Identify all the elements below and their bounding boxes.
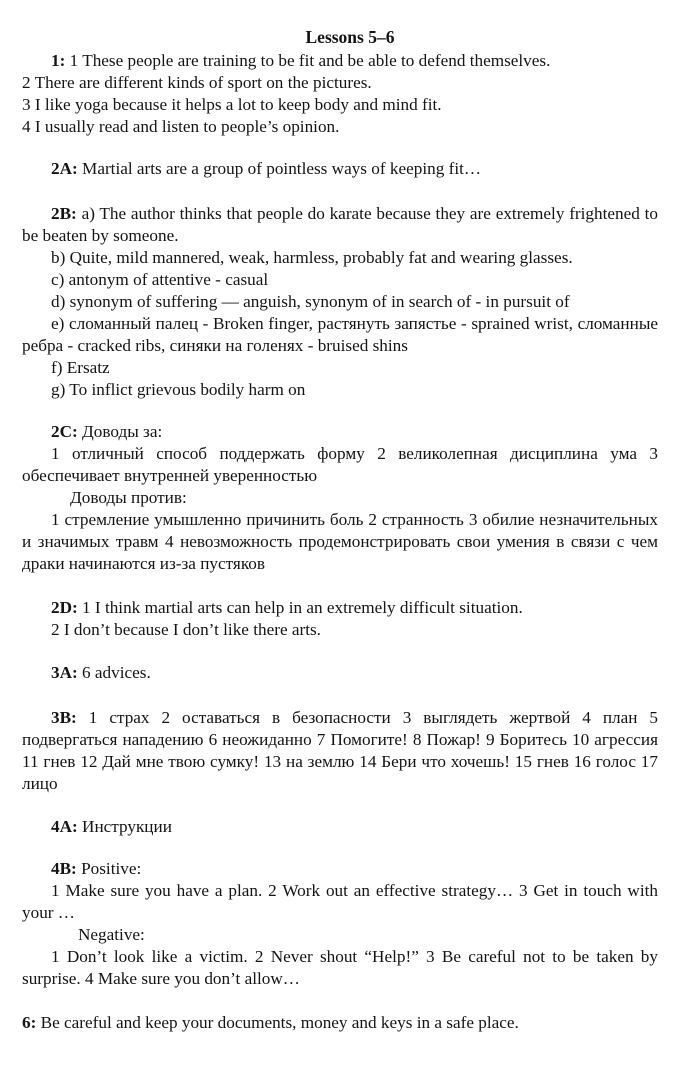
section-2d-label: 2D: bbox=[51, 598, 78, 617]
section-2a-label: 2A: bbox=[51, 159, 78, 178]
section-3b-text: 3B: 1 страх 2 оставаться в безопасности 3 выглядеть жертвой 4 план 5 подвергаться нападению 6 неожиданно 7 Помогите! 8 Пожар! 9 Боритесь 10 агрессия 11 гнев 12 Дай мне твою сумку! 13 на землю 14 Бери что хочешь! 15 гнев 16 голос 17 лицо bbox=[22, 708, 659, 793]
section-2c bbox=[22, 421, 658, 575]
section-2c-pro-text: 1 отличный способ поддержать форму 2 великолепная дисциплина ума 3 обеспечивает внутренней уверенностью bbox=[22, 444, 658, 485]
section-2b-item-e: e) сломанный палец - Broken finger, растянуть запястье - sprained wrist, сломанные ребра - cracked ribs, синяки на голенях - bruised shins bbox=[22, 314, 658, 355]
section-1-line-3: 3 I like yoga because it helps a lot to keep body and mind fit. bbox=[22, 95, 442, 114]
section-4b-label: 4B: bbox=[51, 859, 77, 878]
section-2d bbox=[22, 597, 658, 641]
section-1-line-1: 1: 1 These people are training to be fit and be able to defend themselves. bbox=[51, 51, 551, 70]
section-2b-item-b: b) Quite, mild mannered, weak, harmless, probably fat and wearing glasses. bbox=[51, 248, 573, 267]
section-4b-pos-text: 1 Make sure you have a plan. 2 Work out an effective strategy… 3 Get in touch with your … bbox=[22, 881, 658, 922]
section-4b-pos-heading: 4B: Positive: bbox=[51, 859, 142, 878]
section-3a bbox=[22, 662, 658, 684]
section-2b-item-d: d) synonym of suffering — anguish, synonym of in search of - in pursuit of bbox=[51, 292, 570, 311]
section-3a-label: 3A: bbox=[51, 663, 78, 682]
section-2b-item-a: 2B: a) The author thinks that people do karate because they are extremely frightened to be beaten by someone. bbox=[22, 204, 659, 245]
section-3b-label: 3B: bbox=[51, 708, 77, 727]
section-1-line-4: 4 I usually read and listen to people’s opinion. bbox=[22, 117, 340, 136]
section-2c-con-text: 1 стремление умышленно причинить боль 2 странность 3 обилие незначительных и значимых травм 4 невозможность продемонстрировать свои умения в связи с чем драки начинаются из-за пустяков bbox=[22, 510, 658, 573]
page-title: Lessons 5–6 bbox=[305, 27, 395, 47]
section-4b-neg-text: 1 Don’t look like a victim. 2 Never shout “Help!” 3 Be careful not to be taken by surprise. 4 Make sure you don’t allow… bbox=[22, 947, 658, 988]
section-4a-line: 4A: Инструкции bbox=[51, 817, 172, 836]
section-2d-line-2: 2 I don’t because I don’t like there arts. bbox=[51, 620, 321, 639]
section-2a bbox=[22, 158, 658, 180]
section-2b-label: 2B: bbox=[51, 204, 77, 223]
section-1 bbox=[22, 50, 658, 138]
section-2c-label: 2C: bbox=[51, 422, 78, 441]
section-1-line-2: 2 There are different kinds of sport on the pictures. bbox=[22, 73, 372, 92]
section-6 bbox=[22, 1012, 658, 1034]
section-6-line: 6: Be careful and keep your documents, money and keys in a safe place. bbox=[22, 1013, 519, 1032]
section-4b bbox=[22, 858, 658, 990]
section-2b bbox=[22, 203, 658, 401]
section-2c-con-heading: Доводы против: bbox=[70, 488, 187, 507]
section-4b-neg-heading: Negative: bbox=[78, 925, 145, 944]
section-2b-item-c: c) antonym of attentive - casual bbox=[51, 270, 269, 289]
section-3a-line: 3A: 6 advices. bbox=[51, 663, 151, 682]
section-1-label: 1: bbox=[51, 51, 66, 70]
section-2d-line-1: 2D: 1 I think martial arts can help in an extremely difficult situation. bbox=[51, 598, 523, 617]
section-4a bbox=[22, 816, 658, 838]
section-3b bbox=[22, 707, 658, 795]
section-2b-item-g: g) To inflict grievous bodily harm on bbox=[51, 380, 306, 399]
section-6-label: 6: bbox=[22, 1013, 37, 1032]
section-2b-item-f: f) Ersatz bbox=[51, 358, 110, 377]
section-2c-pro-heading: 2C: Доводы за: bbox=[51, 422, 163, 441]
section-4a-label: 4A: bbox=[51, 817, 78, 836]
section-2a-line: 2A: Martial arts are a group of pointless ways of keeping fit… bbox=[51, 159, 482, 178]
